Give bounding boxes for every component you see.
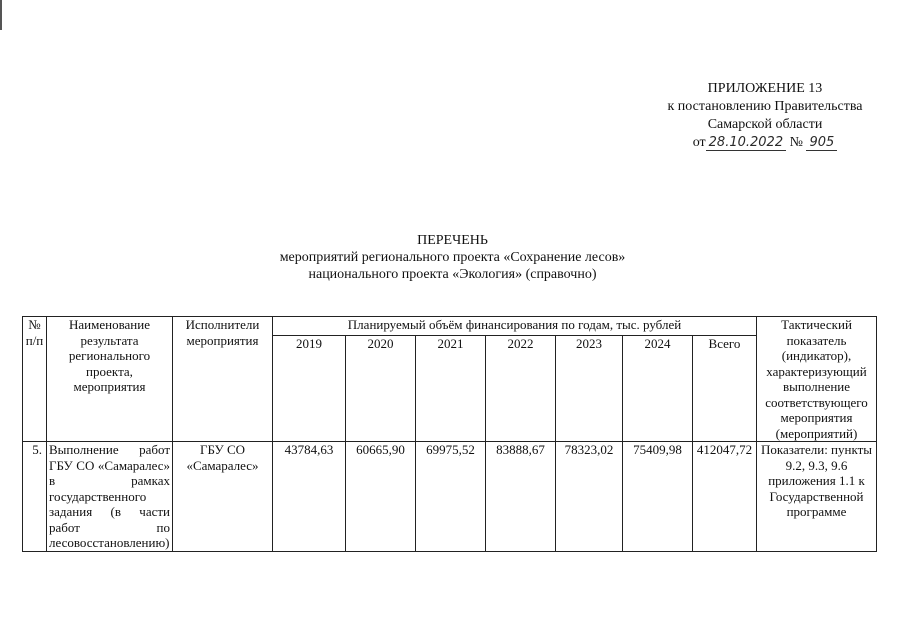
activities-table	[22, 316, 877, 552]
row-name: Выполнение работ ГБУ СО «Самаралес» в рамках государственного задания (в части работ по лесовосстановлению)	[47, 442, 173, 552]
appendix-resolution: к постановлению Правительства	[667, 99, 863, 114]
header-num: № п/п	[23, 317, 47, 442]
row-num: 5.	[23, 442, 47, 552]
row-value-2020: 60665,90	[346, 442, 416, 552]
row-value-2022: 83888,67	[486, 442, 556, 552]
date-value: 28.10.2022	[706, 135, 786, 151]
document-title	[0, 232, 905, 283]
header-year: 2024	[623, 335, 693, 441]
row-value-2021: 69975,52	[416, 442, 486, 552]
row-value-2024: 75409,98	[623, 442, 693, 552]
date-prefix: от	[692, 135, 706, 150]
header-year: 2021	[416, 335, 486, 441]
appendix-date-line	[640, 134, 890, 152]
row-indicator: Показатели: пункты 9.2, 9.3, 9.6 приложения 1.1 к Государственной программе	[757, 442, 877, 552]
scan-edge-mark	[0, 0, 2, 30]
table-header-row	[23, 317, 877, 336]
header-name: Наименование результата регионального проекта, мероприятия	[47, 317, 173, 442]
header-year: 2022	[486, 335, 556, 441]
appendix-region: Самарской области	[707, 117, 823, 132]
title-main: ПЕРЕЧЕНЬ	[417, 233, 488, 248]
header-executors: Исполнители мероприятия	[173, 317, 273, 442]
table-row	[23, 442, 877, 552]
header-year: 2020	[346, 335, 416, 441]
row-value-2019: 43784,63	[273, 442, 346, 552]
number-value: 905	[806, 135, 837, 151]
appendix-header	[640, 80, 890, 152]
row-value-2023: 78323,02	[556, 442, 623, 552]
number-prefix: №	[789, 135, 803, 150]
title-subtitle-2: национального проекта «Экология» (справочно)	[308, 267, 597, 282]
header-year: 2019	[273, 335, 346, 441]
header-total: Всего	[693, 335, 757, 441]
header-year: 2023	[556, 335, 623, 441]
row-executor: ГБУ СО «Самаралес»	[173, 442, 273, 552]
header-funding: Планируемый объём финансирования по годам, тыс. рублей	[273, 317, 757, 336]
header-indicator: Тактический показатель (индикатор), характеризующий выполнение соответствующего мероприятия (мероприятий)	[757, 317, 877, 442]
appendix-title: ПРИЛОЖЕНИЕ 13	[707, 81, 823, 96]
title-subtitle-1: мероприятий регионального проекта «Сохранение лесов»	[279, 250, 626, 265]
row-value-total: 412047,72	[693, 442, 757, 552]
